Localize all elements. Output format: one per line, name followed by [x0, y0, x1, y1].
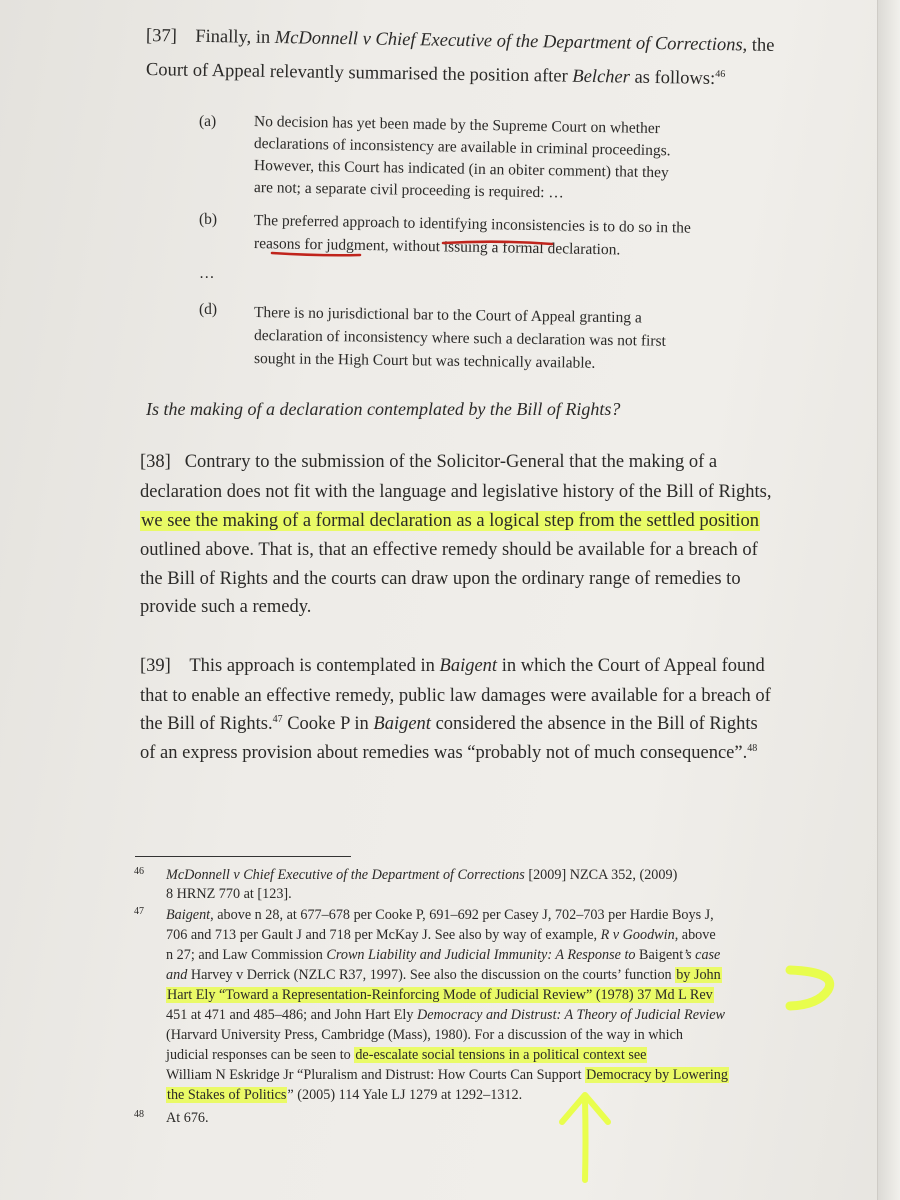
quote-a-line-2: declarations of inconsistency are available in criminal proceedings. — [253, 135, 671, 160]
fn47-line-9: William N Eskridge Jr “Pluralism and Distrust: How Courts Can Support Democracy by Lowering — [166, 1067, 728, 1083]
quote-label-a: (a) — [199, 113, 217, 130]
case-name: Baigent — [166, 907, 211, 923]
quote-a-line-4: are not; a separate civil proceeding is required: … — [253, 179, 564, 202]
quote-d-line-2: declaration of inconsistency where such a declaration was not first — [253, 327, 666, 350]
para-38-line-1: [38] Contrary to the submission of the Solicitor-General that the making of a — [140, 452, 718, 472]
fn47-line-8: judicial responses can be seen to de-escalate social tensions in a political context see — [166, 1047, 647, 1063]
fn47-line-1: Baigent, above n 28, at 677–678 per Cooke P, 691–692 per Casey J, 702–703 per Hardie Boys J, — [166, 907, 714, 923]
footnote-number: 48 — [134, 1109, 144, 1120]
quote-ellipsis: … — [199, 265, 215, 282]
quote-b-line-1: The preferred approach to identifying inconsistencies is to do so in the — [253, 212, 691, 237]
fn46-line-1: McDonnell v Chief Executive of the Department of Corrections [2009] NZCA 352, (2009) — [166, 867, 678, 883]
bracket-mark-icon — [790, 970, 830, 1006]
case-name: McDonnell v Chief Executive of the Department of Corrections — [274, 28, 743, 56]
para-39-line-3: the Bill of Rights.$^{47}$ Cooke P in Baigent considered the absence in the Bill of Rights — [140, 713, 758, 734]
para-number: [37] — [145, 26, 177, 47]
para-37-line-1: [37] Finally, in McDonnell v Chief Executive of the Department of Corrections, the — [145, 26, 775, 56]
fn47-line-7: (Harvard University Press, Cambridge (Mass), 1980). For a discussion of the way in which — [166, 1027, 683, 1043]
quote-label-b: (b) — [199, 211, 218, 228]
case-name: Baigent — [373, 714, 431, 734]
quote-b-line-2: reasons for judgment, without issuing a formal declaration. — [253, 235, 621, 259]
footnote-ref: 47 — [272, 713, 283, 725]
footnote-ref: 48 — [747, 742, 758, 754]
para-39-line-4: of an express provision about remedies was “probably not of much consequence”.$^{48}$ — [140, 742, 758, 763]
fn47-line-6: 451 at 471 and 485–486; and John Hart Ely Democracy and Distrust: A Theory of Judicial Review — [166, 1007, 726, 1023]
section-heading: Is the making of a declaration contemplated by the Bill of Rights? — [146, 399, 621, 419]
highlighted-text: the Stakes of Politics — [167, 1087, 287, 1103]
para-38-line-2: declaration does not fit with the language and legislative history of the Bill of Rights, — [140, 482, 772, 502]
para-39-line-1: [39] This approach is contemplated in Baigent in which the Court of Appeal found — [140, 656, 765, 676]
footnote-number: 46 — [134, 866, 144, 877]
highlighted-text: Democracy by Lowering — [586, 1067, 728, 1083]
para-number: [39] — [140, 656, 171, 676]
footnote-ref: 46 — [715, 68, 726, 80]
para-37-line-2: Court of Appeal relevantly summarised the position after Belcher as follows:$^{46}$ — [145, 60, 726, 89]
para-38-line-4: outlined above. That is, that an effective remedy should be available for a breach of — [140, 540, 758, 560]
para-38-line-6: provide such a remedy. — [140, 597, 312, 617]
highlighted-text: by John — [676, 967, 721, 983]
highlighted-text: we see the making of a formal declaration as a logical step from the settled position — [141, 511, 760, 531]
fn46-line-2: 8 HRNZ 770 at [123]. — [166, 886, 292, 902]
quote-a-line-3: However, this Court has indicated (in an obiter comment) that they — [253, 157, 669, 182]
quote-a-line-1: No decision has yet been made by the Supreme Court on whether — [253, 113, 661, 138]
para-39-line-2: that to enable an effective remedy, public law damages were available for a breach of — [140, 686, 771, 706]
up-arrow-icon — [562, 1095, 608, 1180]
fn47-line-2: 706 and 713 per Gault J and 718 per McKay J. See also by way of example, R v Goodwin, above — [166, 927, 716, 943]
fn47-line-10: the Stakes of Politics” (2005) 114 Yale LJ 1279 at 1292–1312. — [167, 1087, 523, 1103]
fn48-text: At 676. — [166, 1110, 209, 1126]
highlighted-text: Hart Ely “Toward a Representation-Reinforcing Mode of Judicial Review” (1978) 37 Md L Rev — [167, 987, 713, 1003]
quote-d-line-1: There is no jurisdictional bar to the Court of Appeal granting a — [253, 304, 642, 327]
case-name: Baigent — [439, 656, 498, 676]
para-number: [38] — [140, 452, 171, 472]
quote-d-line-3: sought in the High Court but was technically available. — [253, 350, 596, 372]
fn47-line-3: n 27; and Law Commission Crown Liability and Judicial Immunity: A Response to Baigent’s case — [166, 947, 721, 963]
case-name: Belcher — [572, 66, 631, 88]
case-name: R v Goodwin — [600, 927, 675, 943]
footnote-number: 47 — [134, 906, 144, 917]
highlighted-text: de-escalate social tensions in a political context see — [355, 1047, 647, 1063]
para-38-line-5: the Bill of Rights and the courts can draw upon the ordinary range of remedies to — [140, 569, 741, 589]
case-name: McDonnell v Chief Executive of the Department of Corrections — [166, 867, 525, 883]
fn47-line-4: and Harvey v Derrick (NZLC R37, 1997). See also the discussion on the courts’ function by John — [166, 967, 721, 983]
quote-label-d: (d) — [199, 301, 218, 318]
